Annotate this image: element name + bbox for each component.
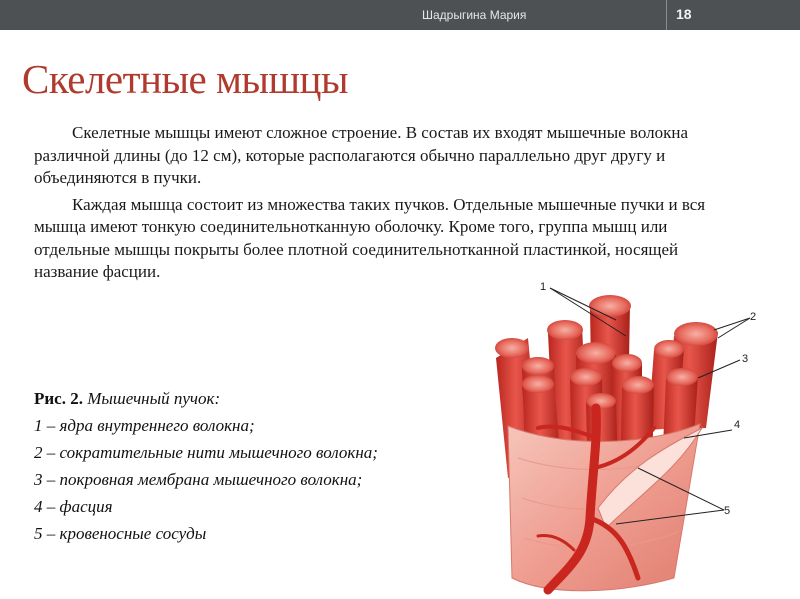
page-number: 18: [676, 6, 692, 22]
callout-label-1: 1: [540, 281, 547, 293]
header-divider: [666, 0, 667, 30]
caption-subtitle: Мышечный пучок:: [87, 389, 221, 408]
caption-heading: [34, 385, 474, 412]
callout-label-5: 5: [724, 505, 731, 517]
paragraph-1: Скелетные мышцы имеют сложное строение. В состав их входят мышечные волокна различной длины (до 12 см), которые располагаются обычно параллельно друг другу и объединяются в пучки.: [34, 123, 688, 187]
callout-label-4: 4: [734, 419, 741, 431]
caption-item-3: 3 – покровная мембрана мышечного волокна;: [34, 470, 363, 489]
slide-title: Скелетные мышцы: [22, 56, 349, 102]
caption-item-2: 2 – сократительные нити мышечного волокна;: [34, 443, 378, 462]
callout-label-2: 2: [750, 311, 757, 323]
slide-header-bar: [0, 0, 800, 30]
caption-item-4: 4 – фасция: [34, 497, 113, 516]
callout-label-3: 3: [742, 353, 749, 365]
slide-body: [34, 122, 744, 288]
paragraph-2: Каждая мышца состоит из множества таких пучков. Отдельные мышечные пучки и вся мышца имеют тонкую соединительнотканную оболочку. Кроме того, группа мышц или отдельные мышцы покрыты более плотной соединительнотканной пластинкой, носящей название фасции.: [34, 194, 706, 281]
caption-label: Рис. 2.: [34, 389, 83, 408]
muscle-bundle-illustration: [478, 278, 778, 596]
author-name: Шадрыгина Мария: [422, 8, 527, 22]
caption-item-1: 1 – ядра внутреннего волокна;: [34, 416, 255, 435]
figure-caption: [34, 385, 474, 547]
caption-item-5: 5 – кровеносные сосуды: [34, 524, 207, 543]
